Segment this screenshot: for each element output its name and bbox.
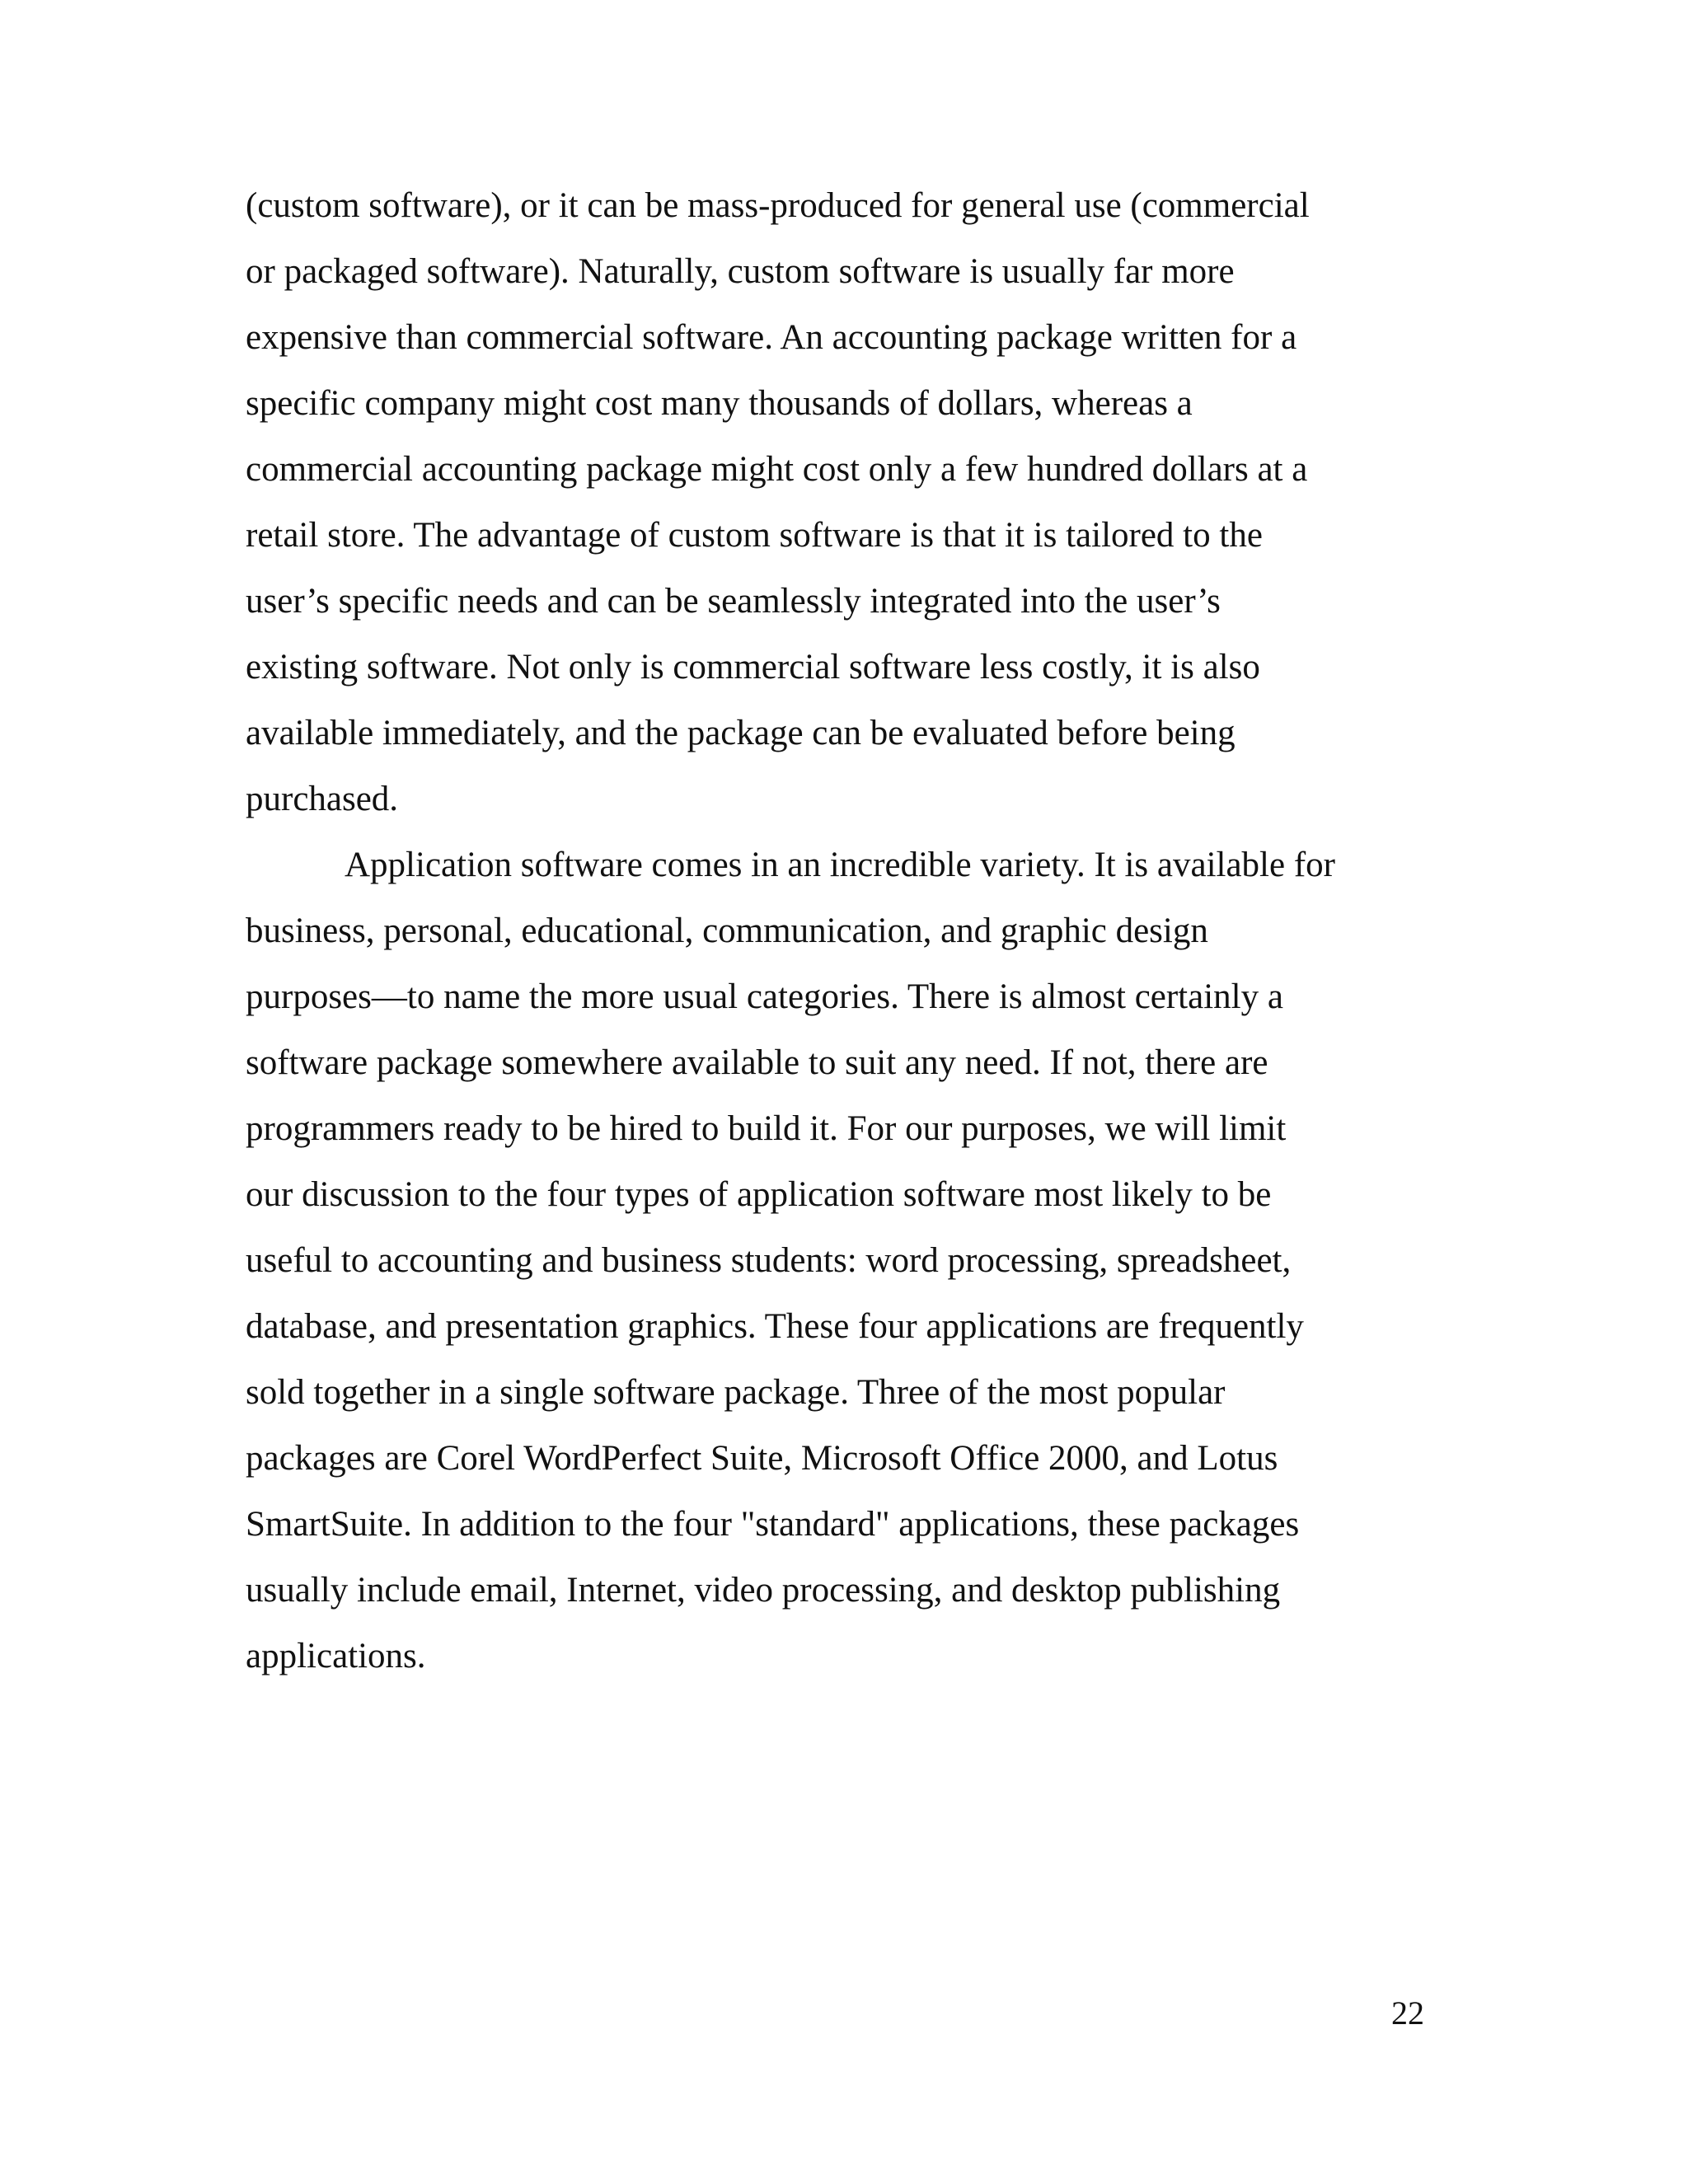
text-line-23: applications.	[246, 1637, 426, 1675]
text-line-20: packages are Corel WordPerfect Suite, Microsoft Office 2000, and Lotus	[246, 1439, 1278, 1478]
text-line-1: (custom software), or it can be mass-produced for general use (commercial	[246, 186, 1310, 225]
text-line-21: SmartSuite. In addition to the four "standard" applications, these packages	[246, 1505, 1300, 1544]
text-line-18: database, and presentation graphics. These four applications are frequently	[246, 1307, 1304, 1346]
text-line-19: sold together in a single software package. Three of the most popular	[246, 1373, 1226, 1412]
text-line-17: useful to accounting and business students: word processing, spreadsheet,	[246, 1241, 1292, 1280]
text-line-12: business, personal, educational, communication, and graphic design	[246, 912, 1208, 950]
page-number: 22	[1391, 1994, 1424, 2032]
text-line-15: programmers ready to be hired to build it. For our purposes, we will limit	[246, 1109, 1287, 1148]
text-line-16: our discussion to the four types of application software most likely to be	[246, 1175, 1272, 1214]
text-line-7: user’s specific needs and can be seamlessly integrated into the user’s	[246, 582, 1221, 621]
text-line-22: usually include email, Internet, video processing, and desktop publishing	[246, 1571, 1281, 1610]
text-line-11: Application software comes in an incredible variety. It is available for	[345, 846, 1335, 884]
text-line-2: or packaged software). Naturally, custom software is usually far more	[246, 252, 1235, 291]
text-line-13: purposes—to name the more usual categories. There is almost certainly a	[246, 977, 1283, 1016]
text-line-6: retail store. The advantage of custom software is that it is tailored to the	[246, 516, 1263, 555]
text-line-14: software package somewhere available to suit any need. If not, there are	[246, 1043, 1268, 1082]
text-line-5: commercial accounting package might cost only a few hundred dollars at a	[246, 450, 1308, 489]
text-line-10: purchased.	[246, 780, 399, 818]
text-line-4: specific company might cost many thousands of dollars, whereas a	[246, 384, 1193, 423]
text-line-9: available immediately, and the package can be evaluated before being	[246, 714, 1236, 752]
text-line-8: existing software. Not only is commercial software less costly, it is also	[246, 648, 1260, 687]
text-line-3: expensive than commercial software. An accounting package written for a	[246, 318, 1297, 357]
